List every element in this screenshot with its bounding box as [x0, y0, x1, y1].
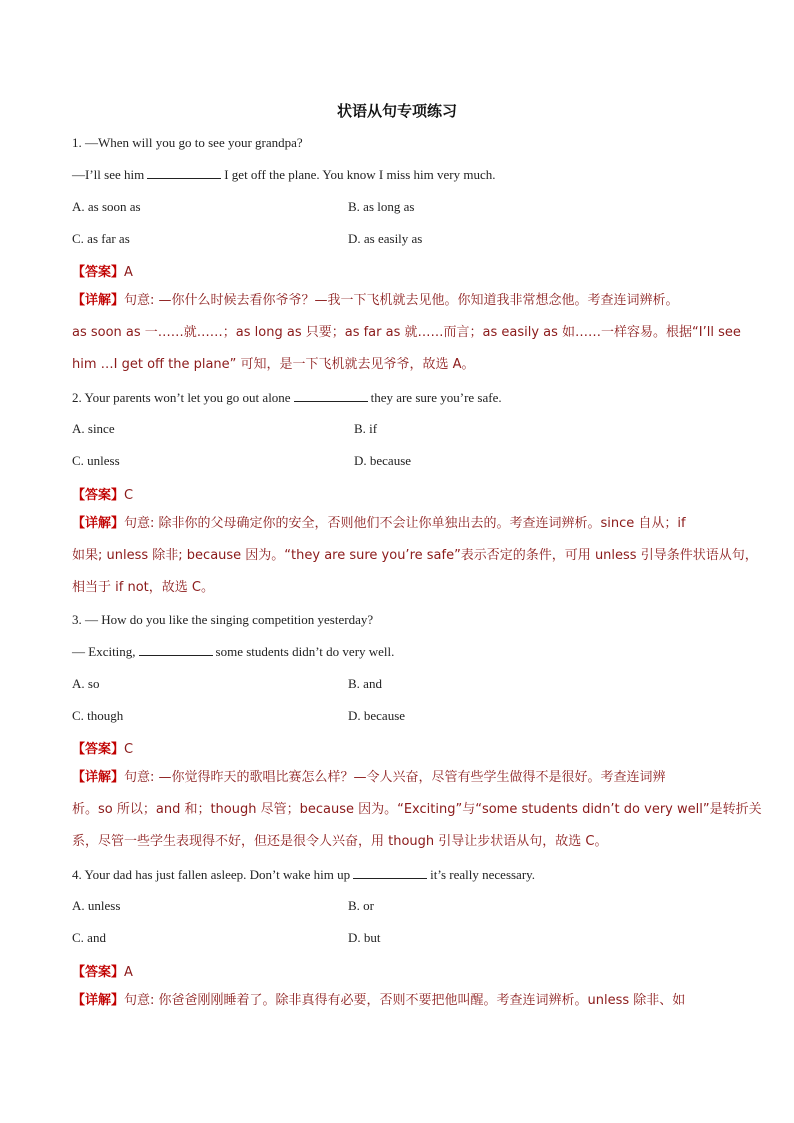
q4-answer: [72, 961, 133, 980]
detail-label: 【详解】: [72, 293, 125, 308]
q1-option-c: C. as far as: [72, 231, 130, 246]
q2-option-c: C. unless: [72, 453, 120, 468]
q2-explanation-line-1: [72, 515, 724, 533]
q3-question: 3. — How do you like the singing competition yesterday?: [72, 612, 374, 627]
detail-label: 【详解】: [72, 770, 125, 785]
q4-line-end: it’s really necessary.: [430, 867, 536, 882]
q3-line-start: — Exciting,: [72, 644, 136, 659]
q1-answer: [72, 261, 133, 280]
q1-explanation-line-3: him …I get off the plane” 可知，是一下飞机就去见爷爷，故选 A。: [72, 357, 475, 372]
q3-answer-line: [72, 643, 394, 661]
q4-option-b: B. or: [348, 898, 374, 913]
q1-line-end: I get off the plane. You know I miss him very much.: [224, 167, 496, 182]
q1-question: 1. —When will you go to see your grandpa?: [72, 135, 303, 150]
q1-option-d: D. as easily as: [348, 231, 423, 246]
q2-line-start: 2. Your parents won’t let you go out alone: [72, 390, 291, 405]
q1-explanation-text-1: 句意: —你什么时候去看你爷爷？—我一下飞机就去见他。你知道我非常想念他。考查连词辨析。: [124, 293, 679, 308]
answer-label: 【答案】: [72, 265, 125, 280]
q1-line-start: —I’ll see him: [72, 167, 145, 182]
answer-label: 【答案】: [72, 965, 125, 980]
q2-answer: [72, 484, 133, 503]
q3-option-b: B. and: [348, 676, 382, 691]
detail-label: 【详解】: [72, 993, 125, 1008]
q2-option-a: A. since: [72, 421, 115, 436]
q4-explanation-text-1: 句意: 你爸爸刚刚睡着了。除非真得有必要，否则不要把他叫醒。考查连词辨析。unless 除非、如: [124, 993, 686, 1008]
q3-answer-value: C: [124, 742, 134, 757]
q3-answer: [72, 738, 133, 757]
q2-explanation-line-2: 如果; unless 除非; because 因为。“they are sure you’re safe”表示否定的条件，可用 unless 引导条件状语从句，: [72, 548, 758, 563]
q2-answer-value: C: [124, 488, 134, 503]
q2-blank: [294, 390, 368, 402]
q4-line-start: 4. Your dad has just fallen asleep. Don’t wake him up: [72, 867, 351, 882]
q2-line-end: they are sure you’re safe.: [370, 390, 502, 405]
q3-option-a: A. so: [72, 676, 100, 691]
q1-blank: [147, 167, 221, 179]
q3-option-d: D. because: [348, 708, 406, 723]
detail-label: 【详解】: [72, 516, 125, 531]
q3-explanation-line-3: 系，尽管一些学生表现得不好，但还是很令人兴奋，用 though 引导让步状语从句，故选 C。: [72, 834, 608, 849]
q3-option-c: C. though: [72, 708, 124, 723]
q2-option-b: B. if: [354, 421, 378, 436]
q2-explanation-text-1: 句意: 除非你的父母确定你的安全，否则他们不会让你单独出去的。考查连词辨析。since 自从；if: [124, 516, 686, 531]
q1-explanation-line-2: as soon as 一……就……；as long as 只要；as far as 就……而言；as easily as 如……一样容易。根据“I’ll see: [72, 325, 741, 340]
q1-answer-value: A: [124, 265, 133, 280]
q4-option-c: C. and: [72, 930, 106, 945]
q4-option-a: A. unless: [72, 898, 121, 913]
q1-option-a: A. as soon as: [72, 199, 141, 214]
q3-explanation-text-1: 句意: —你觉得昨天的歌唱比赛怎么样？—令人兴奋，尽管有些学生做得不是很好。考查连词辨: [124, 770, 666, 785]
q4-question: [72, 866, 535, 884]
q4-blank: [353, 867, 427, 879]
q3-blank: [139, 644, 213, 656]
answer-label: 【答案】: [72, 742, 125, 757]
page-title: 状语从句专项练习: [336, 102, 457, 120]
q4-answer-value: A: [124, 965, 133, 980]
q1-answer-line: [72, 166, 496, 184]
answer-label: 【答案】: [72, 488, 125, 503]
q4-option-d: D. but: [348, 930, 381, 945]
q2-option-d: D. because: [354, 453, 412, 468]
q1-explanation-line-1: [72, 292, 724, 310]
q2-explanation-line-3: 相当于 if not，故选 C。: [72, 580, 214, 595]
q4-explanation-line-1: [72, 992, 724, 1010]
q3-explanation-line-1: [72, 769, 724, 787]
q1-option-b: B. as long as: [348, 199, 415, 214]
q3-line-end: some students didn’t do very well.: [215, 644, 395, 659]
q3-explanation-line-2: 析。so 所以；and 和；though 尽管；because 因为。“Exciting”与“some students didn’t do very well”是转折关: [72, 802, 762, 817]
q2-question: [72, 389, 502, 407]
